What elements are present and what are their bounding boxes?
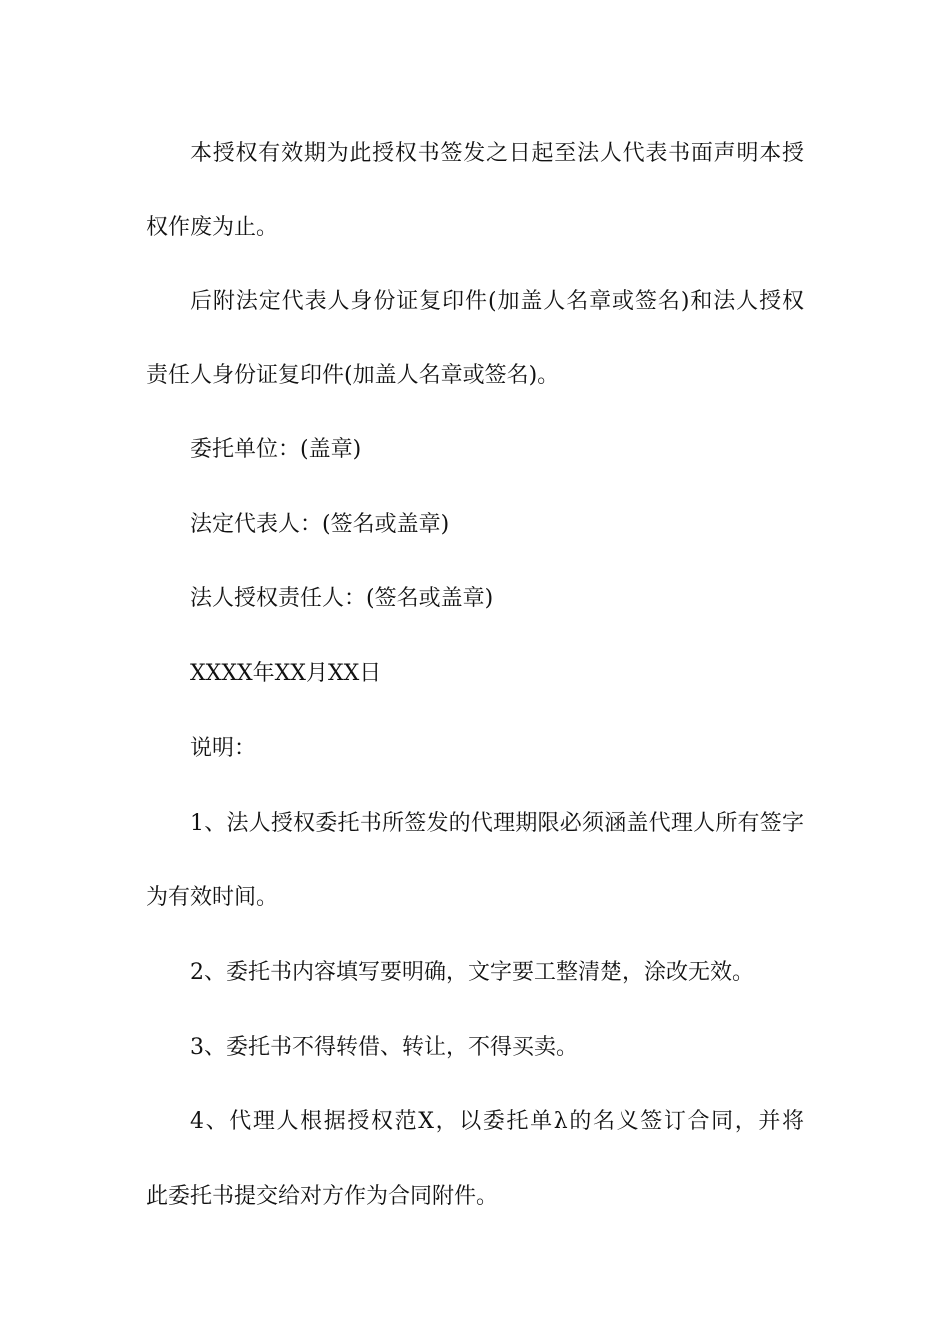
validity-line-1: 本授权有效期为此授权书签发之日起至法人代表书面声明本授 [190,141,804,166]
note-3-line: 3、委托书不得转借、转让，不得买卖。 [190,1035,578,1060]
authorized-person-line: 法人授权责任人：(签名或盖章) [190,586,494,611]
note-4-line-2: 此委托书提交给对方作为合同附件。 [146,1184,499,1209]
attachments-line-1: 后附法定代表人身份证复印件(加盖人名章或签名)和法人授权 [190,289,804,314]
legal-representative-line: 法定代表人：(签名或盖章) [190,512,450,537]
date-line: XXXX年XX月XX日 [190,661,382,686]
validity-line-2: 权作废为止。 [146,215,279,240]
entrusting-unit-line: 委托单位：(盖章) [190,437,362,462]
note-1-line-1: 1、法人授权委托书所签发的代理期限必须涵盖代理人所有签字 [190,811,804,836]
note-2-line: 2、委托书内容填写要明确，文字要工整清楚，涂改无效。 [190,960,754,985]
attachments-line-2: 责任人身份证复印件(加盖人名章或签名)。 [146,363,560,388]
note-4-line-1: 4、代理人根据授权范X，以委托单λ的名义签订合同，并将 [190,1109,804,1134]
note-1-line-2: 为有效时间。 [146,885,279,910]
notes-heading: 说明： [190,736,257,761]
